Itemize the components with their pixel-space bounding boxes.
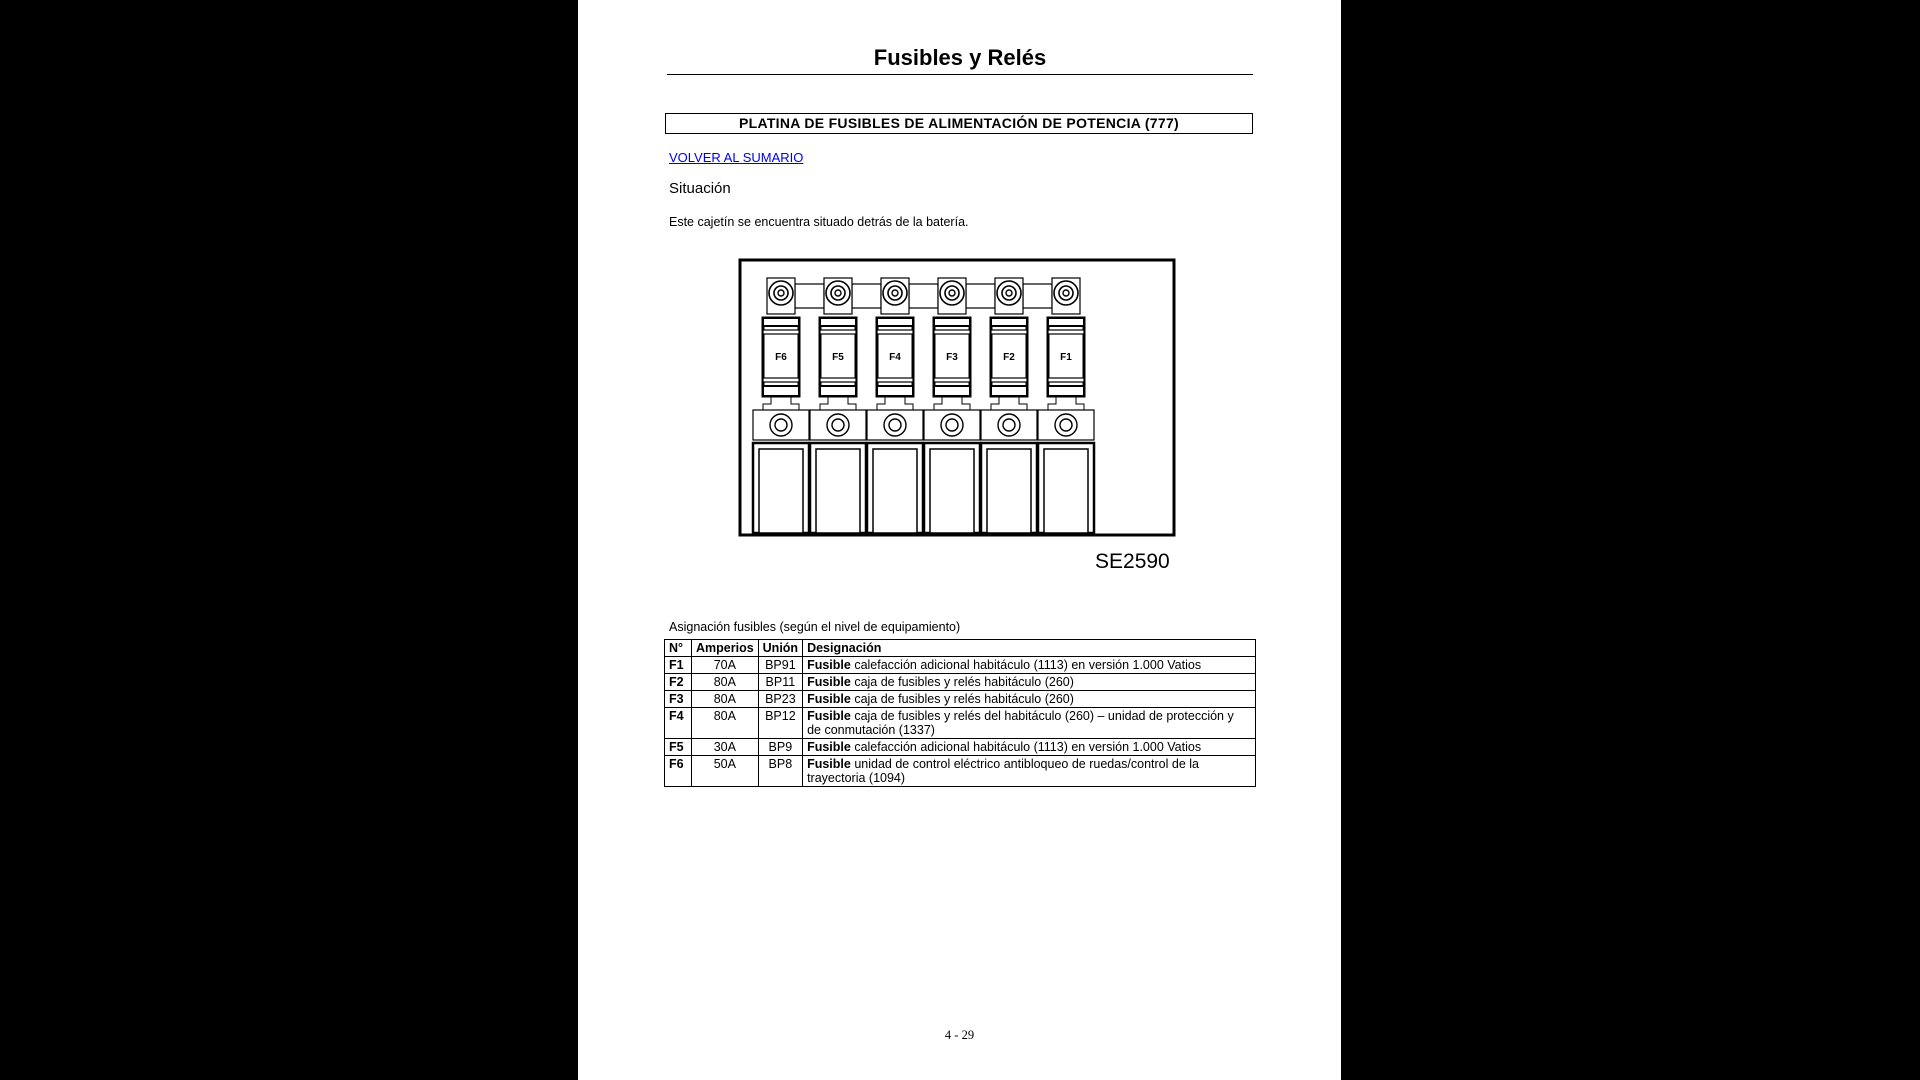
fuse-designation-text: unidad de control eléctrico antibloqueo de ruedas/control de la trayectoria (1094) (807, 757, 1199, 785)
fuse-bottom-band (763, 378, 799, 382)
terminal-nut-core (778, 290, 784, 296)
table-row (665, 674, 1256, 691)
lower-nut-inner (946, 419, 958, 431)
fuse-designation (803, 756, 1256, 787)
fuse-designation-bold: Fusible (807, 709, 851, 723)
bottom-housing-inner (987, 449, 1031, 533)
header-connection: Unión (758, 640, 802, 657)
lower-nut-inner (832, 419, 844, 431)
fuse-top-band (877, 330, 913, 334)
fuse-connection: BP12 (758, 708, 802, 739)
table-row (665, 657, 1256, 674)
lower-nut-inner (889, 419, 901, 431)
terminal-nut-core (1006, 290, 1012, 296)
table-row (665, 691, 1256, 708)
fuse-amperes: 70A (692, 657, 759, 674)
terminal-nut-core (835, 290, 841, 296)
fuse-bottom-band (991, 378, 1027, 382)
fuse-designation-bold: Fusible (807, 757, 851, 771)
table-row (665, 739, 1256, 756)
bottom-housing-inner (930, 449, 974, 533)
fuse-bottom-cap (820, 386, 856, 396)
fuse-number: F1 (665, 657, 692, 674)
terminal-nut-core (892, 290, 898, 296)
fuse-connection: BP9 (758, 739, 802, 756)
fuse-designation-text: caja de fusibles y relés habitáculo (260) (850, 692, 1074, 706)
fuse-top-band (991, 330, 1027, 334)
bottom-housing-inner (759, 449, 803, 533)
terminal-nut-core (949, 290, 955, 296)
bottom-housing-inner (1044, 449, 1088, 533)
lower-nut-inner (1003, 419, 1015, 431)
page-title: Fusibles y Relés (873, 45, 1047, 70)
fuse-amperes: 80A (692, 691, 759, 708)
fuse-connection: BP91 (758, 657, 802, 674)
fuse-label: F5 (832, 352, 844, 363)
fuse-designation (803, 739, 1256, 756)
table-caption: Asignación fusibles (según el nivel de equipamiento) (669, 620, 961, 634)
fuse-top-cap (1048, 318, 1084, 326)
fuse-bottom-cap (877, 386, 913, 396)
fuse-amperes: 50A (692, 756, 759, 787)
back-to-summary-link[interactable]: VOLVER AL SUMARIO (669, 150, 804, 165)
fuse-designation-bold: Fusible (807, 740, 851, 754)
fuse-bottom-band (877, 378, 913, 382)
title-divider (667, 74, 1253, 75)
lower-nut-inner (1060, 419, 1072, 431)
fuse-designation (803, 674, 1256, 691)
fuse-top-band (934, 330, 970, 334)
location-subheading: Situación (669, 180, 731, 197)
fuse-bottom-band (934, 378, 970, 382)
fuse-number: F6 (665, 756, 692, 787)
header-amperes: Amperios (692, 640, 759, 657)
fuse-top-cap (820, 318, 856, 326)
fuse-designation-text: caja de fusibles y relés del habitáculo (260) – unidad de protección y de conmutación (1337) (807, 709, 1234, 737)
fuse-connection: BP11 (758, 674, 802, 691)
fuse-assignment-table (664, 639, 1256, 787)
fuse-designation-bold: Fusible (807, 675, 851, 689)
fuse-top-band (820, 330, 856, 334)
fuse-top-band (1048, 330, 1084, 334)
document-page (578, 0, 1341, 1080)
fuse-designation-text: caja de fusibles y relés habitáculo (260) (850, 675, 1074, 689)
bus-bar-segment (1023, 284, 1052, 308)
bus-bar-segment (795, 284, 824, 308)
bus-bar-segment (966, 284, 995, 308)
fuse-label: F2 (1003, 352, 1015, 363)
header-number: N° (665, 640, 692, 657)
fuse-connection: BP8 (758, 756, 802, 787)
location-text: Este cajetín se encuentra situado detrás de la batería. (669, 215, 969, 229)
fuse-top-cap (934, 318, 970, 326)
fuse-designation (803, 691, 1256, 708)
fuse-number: F5 (665, 739, 692, 756)
fuse-amperes: 80A (692, 674, 759, 691)
fuse-bottom-cap (934, 386, 970, 396)
table-row (665, 708, 1256, 739)
fuse-designation-text: calefacción adicional habitáculo (1113) en versión 1.000 Vatios (850, 740, 1202, 754)
lower-nut-inner (775, 419, 787, 431)
fuse-bottom-cap (991, 386, 1027, 396)
table-header-row (665, 640, 1256, 657)
fuse-amperes: 30A (692, 739, 759, 756)
fuse-top-band (763, 330, 799, 334)
fuse-designation-text: calefacción adicional habitáculo (1113) en versión 1.000 Vatios (850, 658, 1202, 672)
fuse-top-cap (991, 318, 1027, 326)
fuse-bottom-cap (763, 386, 799, 396)
terminal-nut-core (1063, 290, 1069, 296)
fuse-label: F3 (946, 352, 958, 363)
fuse-bottom-band (820, 378, 856, 382)
fuse-designation (803, 657, 1256, 674)
header-designation: Designación (803, 640, 1256, 657)
fuse-designation (803, 708, 1256, 739)
fuse-label: F4 (889, 352, 901, 363)
fuse-designation-bold: Fusible (807, 658, 851, 672)
fuse-number: F2 (665, 674, 692, 691)
fuse-top-cap (877, 318, 913, 326)
fuse-number: F4 (665, 708, 692, 739)
fuse-box-diagram (738, 258, 1178, 538)
fuse-bottom-band (1048, 378, 1084, 382)
fuse-number: F3 (665, 691, 692, 708)
table-row (665, 756, 1256, 787)
page-number: 4 - 29 (944, 1028, 975, 1042)
section-heading: PLATINA DE FUSIBLES DE ALIMENTACIÓN DE POTENCIA (777) (665, 113, 1253, 134)
fuse-designation-bold: Fusible (807, 692, 851, 706)
fuse-bottom-cap (1048, 386, 1084, 396)
fuse-amperes: 80A (692, 708, 759, 739)
bus-bar-segment (909, 284, 938, 308)
bottom-housing-inner (873, 449, 917, 533)
fuse-top-cap (763, 318, 799, 326)
fuse-label: F1 (1060, 352, 1072, 363)
diagram-reference-code: SE2590 (1095, 550, 1170, 573)
fuse-connection: BP23 (758, 691, 802, 708)
bus-bar-segment (852, 284, 881, 308)
bottom-housing-inner (816, 449, 860, 533)
fuse-label: F6 (775, 352, 787, 363)
